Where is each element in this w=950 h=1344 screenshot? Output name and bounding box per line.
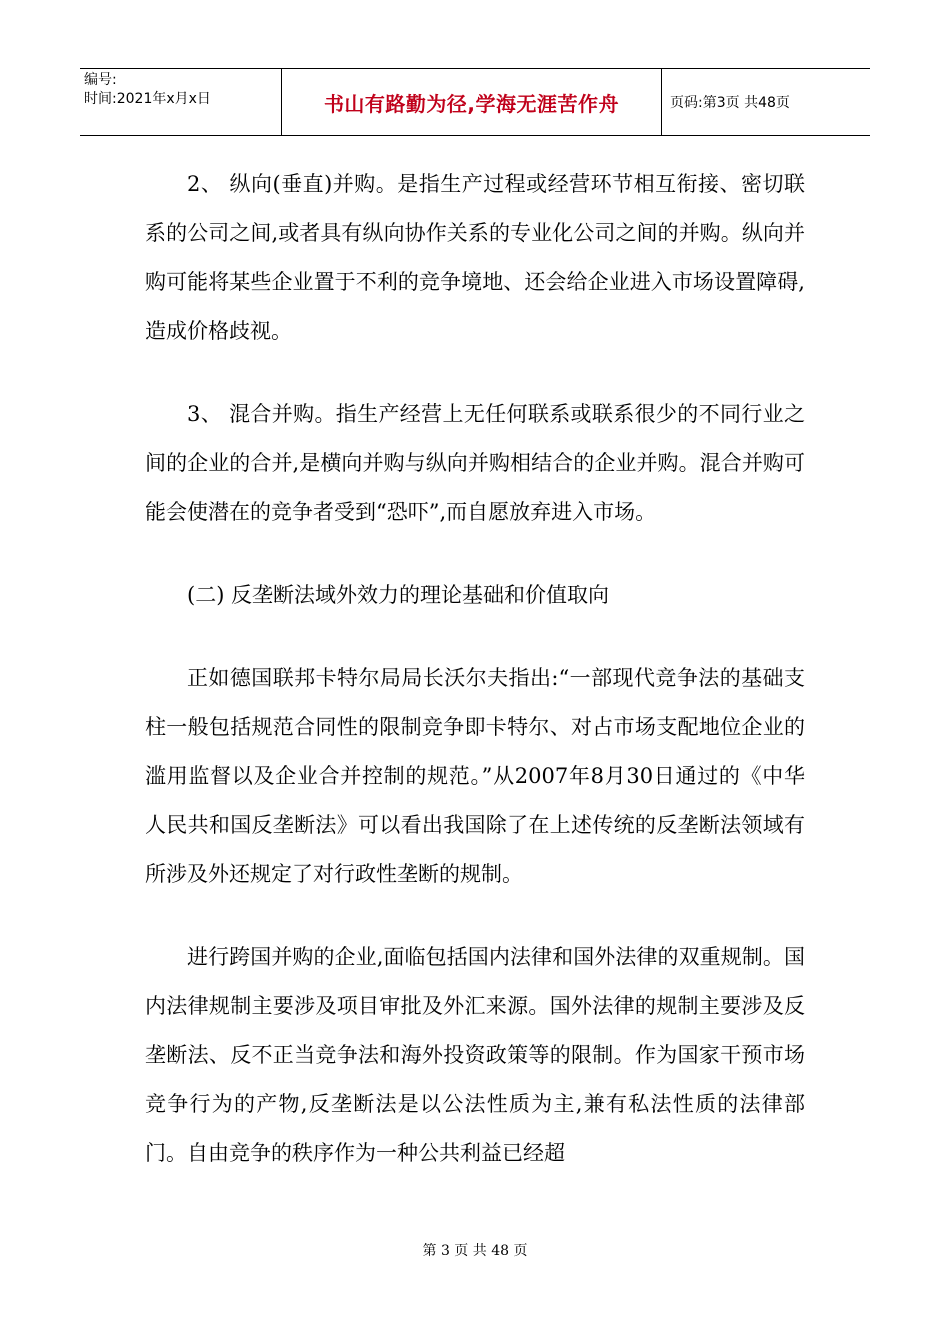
paragraph-competition-law: 正如德国联邦卡特尔局局长沃尔夫指出:“一部现代竞争法的基础支柱一般包括规范合同性的限制竞争即卡特尔、对占市场支配地位企业的滥用监督以及企业合并控制的规范。”从2007年8月30日通过的《中华人民共和国反垄断法》可以看出我国除了在上述传统的反垄断法领域有所涉及外还规定了对行政性垄断的规制。	[145, 666, 805, 886]
header-meta	[80, 69, 282, 135]
document-number-label: 编号:	[84, 72, 117, 88]
page-header	[80, 68, 870, 136]
footer-page-number: 第 3 页 共 48 页	[422, 1243, 528, 1259]
header-motto: 书山有路勤为径,学海无涯苦作舟	[323, 91, 620, 116]
paragraph-conglomerate-merger: 3、 混合并购。指生产经营上无任何联系或联系很少的不同行业之间的企业的合并,是横向并购与纵向并购相结合的企业并购。混合并购可能会使潜在的竞争者受到“恐吓”,而自愿放弃进入市场。	[145, 402, 805, 524]
page-footer	[0, 1240, 950, 1260]
section-heading: (二) 反垄断法域外效力的理论基础和价值取向	[187, 583, 610, 607]
paragraph-vertical-merger: 2、 纵向(垂直)并购。是指生产过程或经营环节相互衔接、密切联系的公司之间,或者具有纵向协作关系的专业化公司之间的并购。纵向并购可能将某些企业置于不利的竞争境地、还会给企业进入市场设置障碍,造成价格歧视。	[145, 172, 805, 343]
document-time-label: 时间:2021年x月x日	[84, 91, 211, 107]
header-motto-cell	[282, 69, 662, 135]
document-body	[145, 160, 805, 1212]
paragraph-cross-border-merger: 进行跨国并购的企业,面临包括国内法律和国外法律的双重规制。国内法律规制主要涉及项目审批及外汇来源。国外法律的规制主要涉及反垄断法、反不正当竞争法和海外投资政策等的限制。作为国家干预市场竞争行为的产物,反垄断法是以公法性质为主,兼有私法性质的法律部门。自由竞争的秩序作为一种公共利益已经超	[145, 945, 805, 1165]
header-page-info: 页码:第3页 共48页	[670, 95, 790, 111]
